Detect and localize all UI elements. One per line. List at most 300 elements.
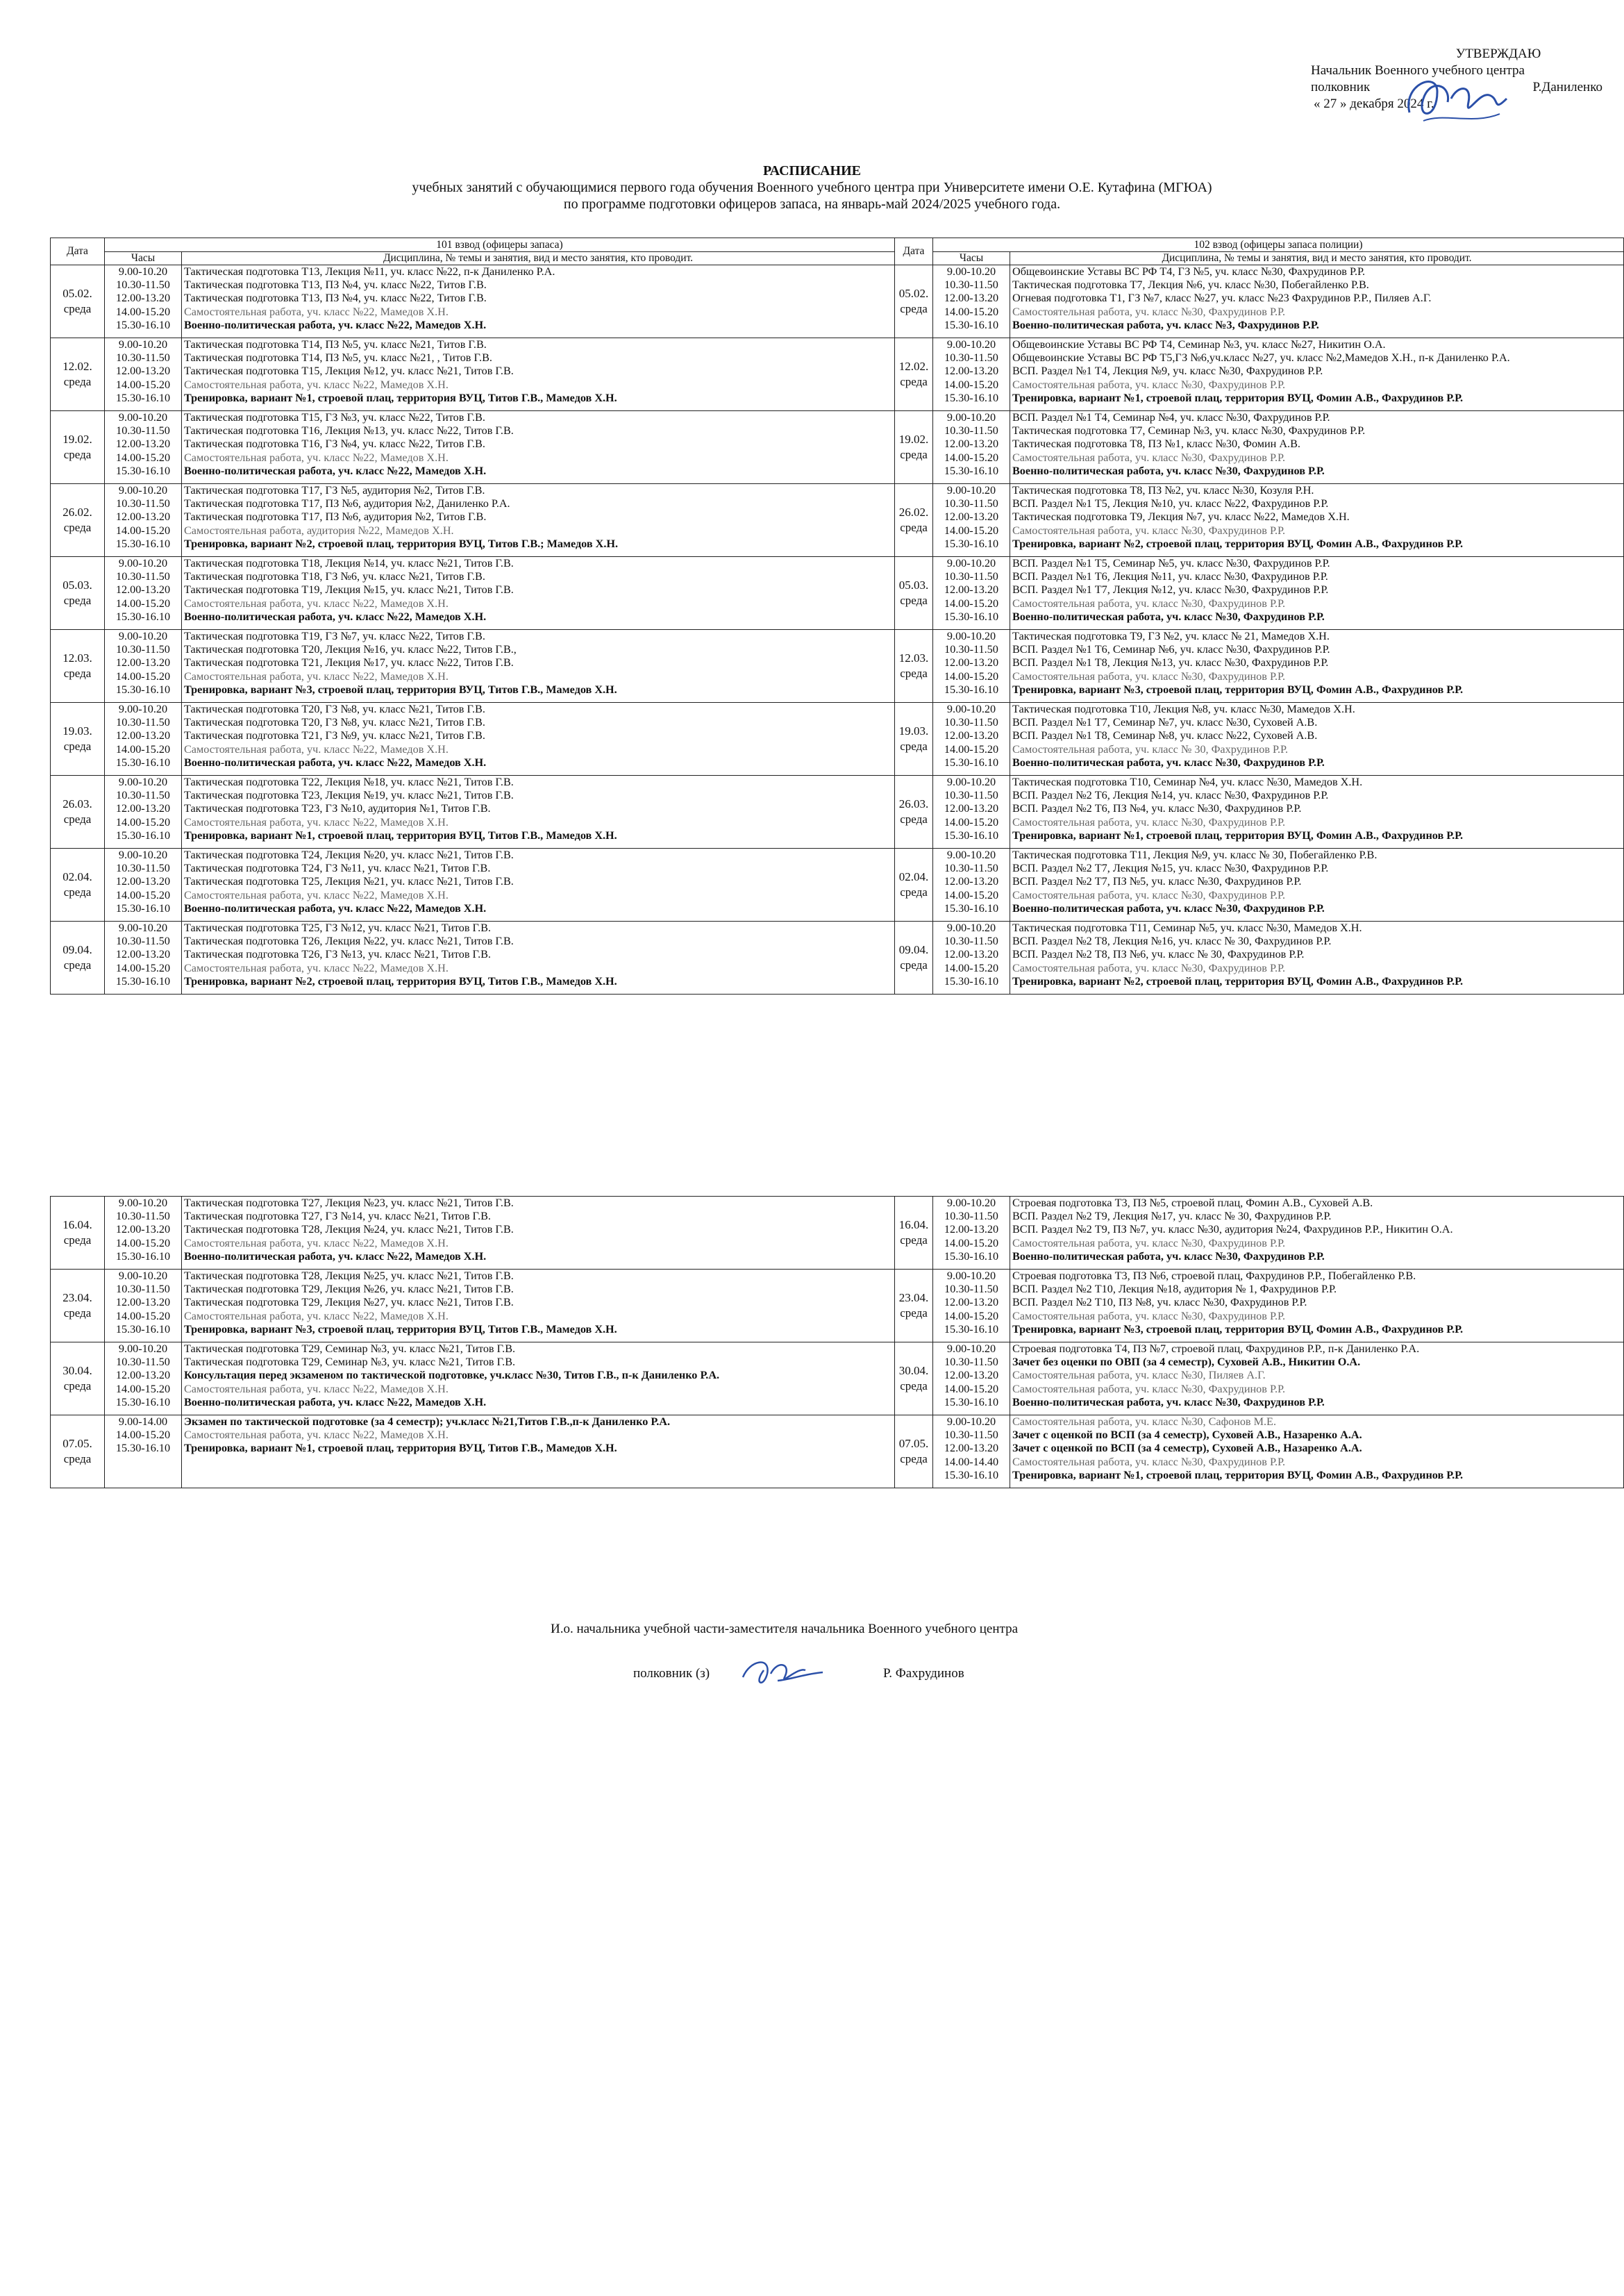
approval-title: УТВЕРЖДАЮ xyxy=(1455,47,1541,61)
hours-cell-101 xyxy=(105,265,182,338)
lesson-text: Зачет с оценкой по ВСП (за 4 семестр), Суховей А.В., Назаренко А.А. xyxy=(1012,1442,1362,1455)
time-slot: 10.30-11.50 xyxy=(944,424,998,438)
discipline-cell-102 xyxy=(1010,338,1624,411)
lesson-text: Военно-политическая работа, уч. класс №30, Фахрудинов Р.Р. xyxy=(1012,901,1325,915)
lesson-text: ВСП. Раздел №1 Т5, Семинар №5, уч. класс №30, Фахрудинов Р.Р. xyxy=(1012,557,1330,569)
lesson-text: Самостоятельная работа, уч. класс №22, Мамедов Х.Н. xyxy=(184,669,449,683)
discipline-cell-101 xyxy=(182,265,895,338)
weekday-text: среда xyxy=(900,375,928,388)
discipline-cell-102 xyxy=(1010,776,1624,849)
header-group-101: 101 взвод (офицеры запаса) xyxy=(105,238,895,252)
discipline-cell-102 xyxy=(1010,630,1624,703)
lesson-text: Тренировка, вариант №1, строевой плац, территория ВУЦ, Фомин А.В., Фахрудинов Р.Р. xyxy=(1012,829,1464,842)
lesson-text: ВСП. Раздел №2 Т6, Лекция №14, уч. класс №30, Фахрудинов Р.Р. xyxy=(1012,789,1329,802)
date-text: 12.02. xyxy=(898,360,929,373)
time-slot: 14.00-15.20 xyxy=(944,815,999,829)
date-text: 16.04. xyxy=(898,1218,929,1231)
date-text: 26.02. xyxy=(62,506,92,519)
time-slot: 14.00-15.20 xyxy=(115,378,171,391)
time-slot: 12.00-13.20 xyxy=(115,438,171,451)
date-cell-101 xyxy=(51,338,105,411)
lesson-text: Тренировка, вариант №1, строевой плац, территория ВУЦ, Титов Г.В., Мамедов Х.Н. xyxy=(184,829,617,842)
time-slot: 14.00-15.20 xyxy=(115,815,171,829)
lesson-text: Тренировка, вариант №1, строевой плац, территория ВУЦ, Фомин А.В., Фахрудинов Р.Р. xyxy=(1012,1468,1464,1481)
lesson-text: Военно-политическая работа, уч. класс №22, Мамедов Х.Н. xyxy=(184,901,487,915)
time-slot: 15.30-16.10 xyxy=(115,756,171,769)
hours-cell-102 xyxy=(933,849,1010,922)
lesson-text: Военно-политическая работа, уч. класс №3, Фахрудинов Р.Р. xyxy=(1012,318,1319,331)
time-slot: 15.30-16.10 xyxy=(115,1249,171,1263)
approval-rank: полковник xyxy=(1311,80,1371,94)
week-row xyxy=(51,1342,1624,1415)
lesson-text: Самостоятельная работа, уч. класс №30, Фахрудинов Р.Р. xyxy=(1012,1309,1286,1322)
time-slot: 10.30-11.50 xyxy=(944,278,998,292)
lesson-text: ВСП. Раздел №1 Т8, Семинар №8, уч. класс №22, Суховей А.В. xyxy=(1012,729,1318,742)
lesson-text: Тренировка, вариант №1, строевой плац, территория ВУЦ, Титов Г.В., Мамедов Х.Н. xyxy=(184,1442,617,1455)
lesson-text: Тактическая подготовка Т25, Лекция №21, уч. класс №21, Титов Г.В. xyxy=(184,875,514,888)
date-cell-101 xyxy=(51,265,105,338)
time-slot: 14.00-15.20 xyxy=(115,742,171,756)
time-slot: 10.30-11.50 xyxy=(944,643,998,656)
footer-position: И.о. начальника учебной части-заместителя начальника Военного учебного центра xyxy=(551,1622,1018,1636)
date-text: 19.03. xyxy=(62,724,92,738)
lesson-text: Тактическая подготовка Т14, ПЗ №5, уч. класс №21, , Титов Г.В. xyxy=(184,351,492,365)
header-discipline: Дисциплина, № темы и занятия, вид и место занятия, кто проводит. xyxy=(182,252,895,265)
week-row xyxy=(51,630,1624,703)
hours-cell-101 xyxy=(105,411,182,484)
lesson-text: ВСП. Раздел №2 Т10, Лекция №18, аудитория № 1, Фахрудинов Р.Р. xyxy=(1012,1283,1337,1296)
lesson-text: ВСП. Раздел №1 Т6, Семинар №6, уч. класс №30, Фахрудинов Р.Р. xyxy=(1012,643,1330,656)
time-slot: 15.30-16.10 xyxy=(944,610,999,623)
hours-cell-101 xyxy=(105,922,182,995)
lesson-text: Тренировка, вариант №3, строевой плац, территория ВУЦ, Фомин А.В., Фахрудинов Р.Р. xyxy=(1012,1322,1464,1336)
week-row xyxy=(51,1415,1624,1488)
time-slot: 14.00-15.20 xyxy=(944,1309,999,1322)
time-slot: 14.00-15.20 xyxy=(115,1236,171,1249)
weekday-text: среда xyxy=(900,1379,928,1392)
lesson-text: ВСП. Раздел №1 Т6, Лекция №11, уч. класс №30, Фахрудинов Р.Р. xyxy=(1012,570,1328,583)
date-cell-102 xyxy=(895,776,933,849)
weekday-text: среда xyxy=(63,1306,92,1320)
time-slot: 10.30-11.50 xyxy=(116,1283,170,1296)
lesson-text: Военно-политическая работа, уч. класс №22, Мамедов Х.Н. xyxy=(184,464,487,477)
time-slot: 15.30-16.10 xyxy=(944,391,999,404)
time-slot: 12.00-13.20 xyxy=(944,802,999,815)
time-slot: 9.00-10.20 xyxy=(946,849,996,861)
lesson-text: Тактическая подготовка Т18, ГЗ №6, уч. класс №21, Титов Г.В. xyxy=(184,570,485,583)
discipline-cell-102 xyxy=(1010,1342,1624,1415)
lesson-text: Самостоятельная работа, уч. класс №22, Мамедов Х.Н. xyxy=(184,378,449,391)
weekday-text: среда xyxy=(900,302,928,315)
date-text: 02.04. xyxy=(898,870,929,883)
header-date: Дата xyxy=(51,238,105,265)
time-slot: 9.00-10.20 xyxy=(946,922,996,934)
time-slot: 10.30-11.50 xyxy=(116,351,170,365)
discipline-cell-101 xyxy=(182,776,895,849)
time-slot: 9.00-10.20 xyxy=(118,922,168,934)
lesson-text: Тактическая подготовка Т26, Лекция №22, уч. класс №21, Титов Г.В. xyxy=(184,935,514,948)
time-slot: 10.30-11.50 xyxy=(116,789,170,802)
lesson-text: Тактическая подготовка Т19, ГЗ №7, уч. класс №22, Титов Г.В. xyxy=(184,630,485,642)
hours-cell-101 xyxy=(105,1415,182,1488)
time-slot: 15.30-16.10 xyxy=(944,1468,999,1481)
time-slot: 10.30-11.50 xyxy=(944,1283,998,1296)
time-slot: 12.00-13.20 xyxy=(115,948,171,961)
date-cell-101 xyxy=(51,776,105,849)
weekday-text: среда xyxy=(63,958,92,972)
lesson-text: Тактическая подготовка Т28, Лекция №25, уч. класс №21, Титов Г.В. xyxy=(184,1270,514,1282)
date-text: 05.03. xyxy=(62,579,92,592)
weekday-text: среда xyxy=(900,521,928,534)
time-slot: 15.30-16.10 xyxy=(944,1395,999,1408)
discipline-cell-101 xyxy=(182,1342,895,1415)
time-slot: 15.30-16.10 xyxy=(115,318,171,331)
date-text: 19.02. xyxy=(898,433,929,446)
lesson-text: Самостоятельная работа, уч. класс №30, Фахрудинов Р.Р. xyxy=(1012,961,1286,974)
time-slot: 9.00-10.20 xyxy=(946,411,996,424)
time-slot: 9.00-10.20 xyxy=(118,411,168,424)
date-cell-102 xyxy=(895,484,933,557)
lesson-text: Общевоинские Уставы ВС РФ Т4, Семинар №3, уч. класс №27, Никитин О.А. xyxy=(1012,338,1386,351)
lesson-text: Тактическая подготовка Т16, ГЗ №4, уч. класс №22, Титов Г.В. xyxy=(184,438,485,451)
time-slot: 12.00-13.20 xyxy=(115,802,171,815)
discipline-cell-101 xyxy=(182,338,895,411)
weekday-text: среда xyxy=(63,521,92,534)
hours-cell-101 xyxy=(105,776,182,849)
weekday-text: среда xyxy=(900,740,928,753)
lesson-text: Строевая подготовка Т3, ПЗ №6, строевой плац, Фахрудинов Р.Р., Побегайленко Р.В. xyxy=(1012,1270,1416,1282)
lesson-text: Тактическая подготовка Т24, Лекция №20, уч. класс №21, Титов Г.В. xyxy=(184,849,514,861)
lesson-text: Самостоятельная работа, уч. класс №30, Фахрудинов Р.Р. xyxy=(1012,1455,1286,1468)
lesson-text: Строевая подготовка Т3, ПЗ №5, строевой плац, Фомин А.В., Суховей А.В. xyxy=(1012,1197,1373,1209)
date-cell-101 xyxy=(51,411,105,484)
lesson-text: Тактическая подготовка Т7, Лекция №6, уч. класс №30, Побегайленко Р.В. xyxy=(1012,278,1369,292)
hours-cell-102 xyxy=(933,630,1010,703)
discipline-cell-102 xyxy=(1010,1197,1624,1270)
hours-cell-102 xyxy=(933,484,1010,557)
lesson-text: Самостоятельная работа, уч. класс №22, Мамедов Х.Н. xyxy=(184,1382,449,1395)
time-slot: 14.00-15.20 xyxy=(944,305,999,318)
week-row xyxy=(51,557,1624,630)
footer-name: Р. Фахрудинов xyxy=(883,1666,964,1681)
time-slot: 12.00-13.20 xyxy=(944,583,999,597)
weekday-text: среда xyxy=(900,448,928,461)
discipline-cell-101 xyxy=(182,1415,895,1488)
weekday-text: среда xyxy=(900,667,928,680)
lesson-text: Самостоятельная работа, уч. класс №30, Фахрудинов Р.Р. xyxy=(1012,1236,1286,1249)
date-text: 07.05. xyxy=(62,1437,92,1450)
date-cell-102 xyxy=(895,849,933,922)
lesson-text: Самостоятельная работа, уч. класс №22, Мамедов Х.Н. xyxy=(184,1429,449,1442)
date-text: 05.02. xyxy=(898,287,929,300)
time-slot: 9.00-10.20 xyxy=(118,849,168,861)
lesson-text: Тактическая подготовка Т17, ГЗ №5, аудитория №2, Титов Г.В. xyxy=(184,484,485,497)
time-slot: 9.00-10.20 xyxy=(118,1342,168,1355)
date-text: 19.02. xyxy=(62,433,92,446)
time-slot: 15.30-16.10 xyxy=(944,683,999,696)
time-slot: 15.30-16.10 xyxy=(115,974,171,988)
lesson-text: Тактическая подготовка Т24, ГЗ №11, уч. класс №21, Титов Г.В. xyxy=(184,862,491,875)
time-slot: 10.30-11.50 xyxy=(116,935,170,948)
date-cell-102 xyxy=(895,265,933,338)
date-cell-101 xyxy=(51,484,105,557)
lesson-text: Тренировка, вариант №2, строевой плац, территория ВУЦ, Титов Г.В., Мамедов Х.Н. xyxy=(184,974,617,988)
lesson-text: Тренировка, вариант №2, строевой плац, территория ВУЦ, Фомин А.В., Фахрудинов Р.Р. xyxy=(1012,974,1464,988)
approval-position: Начальник Военного учебного центра xyxy=(1311,63,1525,78)
lesson-text: Тактическая подготовка Т7, Семинар №3, уч. класс №30, Фахрудинов Р.Р. xyxy=(1012,424,1366,438)
time-slot: 14.00-15.20 xyxy=(944,1382,999,1395)
time-slot: 10.30-11.50 xyxy=(944,716,998,729)
lesson-text: Тактическая подготовка Т20, Лекция №16, уч. класс №22, Титов Г.В., xyxy=(184,643,517,656)
time-slot: 10.30-11.50 xyxy=(116,497,170,510)
lesson-text: ВСП. Раздел №1 Т4, Лекция №9, уч. класс №30, Фахрудинов Р.Р. xyxy=(1012,365,1323,378)
lesson-text: Тренировка, вариант №2, строевой плац, территория ВУЦ, Фомин А.В., Фахрудинов Р.Р. xyxy=(1012,537,1464,550)
time-slot: 14.00-15.20 xyxy=(115,888,171,901)
time-slot: 15.30-16.10 xyxy=(944,537,999,550)
weekday-text: среда xyxy=(63,375,92,388)
time-slot: 15.30-16.10 xyxy=(944,1322,999,1336)
lesson-text: Тактическая подготовка Т16, Лекция №13, уч. класс №22, Титов Г.В. xyxy=(184,424,514,438)
date-cell-102 xyxy=(895,1197,933,1270)
weekday-text: среда xyxy=(63,740,92,753)
time-slot: 10.30-11.50 xyxy=(116,424,170,438)
time-slot: 15.30-16.10 xyxy=(115,1395,171,1408)
lesson-text: Самостоятельная работа, уч. класс №30, Фахрудинов Р.Р. xyxy=(1012,669,1286,683)
discipline-cell-102 xyxy=(1010,849,1624,922)
schedule-title: РАСПИСАНИЕ xyxy=(762,163,861,178)
time-slot: 14.00-15.20 xyxy=(944,524,999,537)
date-cell-101 xyxy=(51,703,105,776)
lesson-text: Тактическая подготовка Т27, ГЗ №14, уч. класс №21, Титов Г.В. xyxy=(184,1210,491,1223)
lesson-text: Тактическая подготовка Т8, ПЗ №1, класс №30, Фомин А.В. xyxy=(1012,438,1300,451)
lesson-text: Самостоятельная работа, уч. класс №30, Фахрудинов Р.Р. xyxy=(1012,597,1286,610)
date-text: 05.03. xyxy=(898,579,929,592)
time-slot: 12.00-13.20 xyxy=(115,656,171,669)
date-text: 09.04. xyxy=(62,943,92,956)
week-row xyxy=(51,849,1624,922)
time-slot: 14.00-15.20 xyxy=(944,961,999,974)
date-text: 12.02. xyxy=(62,360,92,373)
time-slot: 12.00-13.20 xyxy=(115,365,171,378)
weekday-text: среда xyxy=(63,594,92,607)
lesson-text: ВСП. Раздел №2 Т7, ПЗ №5, уч. класс №30, Фахрудинов Р.Р. xyxy=(1012,875,1302,888)
lesson-text: Строевая подготовка Т4, ПЗ №7, строевой плац, Фахрудинов Р.Р., п-к Даниленко Р.А. xyxy=(1012,1342,1420,1355)
lesson-text: Общевоинские Уставы ВС РФ Т4, ГЗ №5, уч. класс №30, Фахрудинов Р.Р. xyxy=(1012,265,1366,278)
lesson-text: Самостоятельная работа, уч. класс №22, Мамедов Х.Н. xyxy=(184,742,449,756)
lesson-text: ВСП. Раздел №1 Т5, Лекция №10, уч. класс №22, Фахрудинов Р.Р. xyxy=(1012,497,1329,510)
date-text: 07.05. xyxy=(898,1437,929,1450)
time-slot: 15.30-16.10 xyxy=(944,756,999,769)
time-slot: 9.00-10.20 xyxy=(118,1197,168,1209)
time-slot: 9.00-10.20 xyxy=(946,338,996,351)
lesson-text: Военно-политическая работа, уч. класс №22, Мамедов Х.Н. xyxy=(184,1249,487,1263)
lesson-text: Самостоятельная работа, уч. класс №30, Пиляев А.Г. xyxy=(1012,1369,1266,1382)
lesson-text: Зачет с оценкой по ВСП (за 4 семестр), Суховей А.В., Назаренко А.А. xyxy=(1012,1429,1362,1442)
lesson-text: Самостоятельная работа, уч. класс №22, Мамедов Х.Н. xyxy=(184,305,449,318)
schedule-subtitle-2: по программе подготовки офицеров запаса, на январь-май 2024/2025 учебного года. xyxy=(563,197,1061,212)
lesson-text: ВСП. Раздел №1 Т8, Лекция №13, уч. класс №30, Фахрудинов Р.Р. xyxy=(1012,656,1329,669)
lesson-text: Самостоятельная работа, уч. класс №30, Фахрудинов Р.Р. xyxy=(1012,815,1286,829)
lesson-text: Военно-политическая работа, уч. класс №30, Фахрудинов Р.Р. xyxy=(1012,756,1325,769)
lesson-text: Самостоятельная работа, уч. класс №22, Мамедов Х.Н. xyxy=(184,1236,449,1249)
time-slot: 9.00-10.20 xyxy=(946,484,996,497)
week-row xyxy=(51,703,1624,776)
footer-signature-icon xyxy=(736,1653,826,1695)
lesson-text: Тактическая подготовка Т9, Лекция №7, уч. класс №22, Мамедов Х.Н. xyxy=(1012,510,1350,524)
weekday-text: среда xyxy=(63,448,92,461)
time-slot: 15.30-16.10 xyxy=(944,829,999,842)
lesson-text: Тактическая подготовка Т29, Семинар №3, уч. класс №21, Титов Г.В. xyxy=(184,1342,516,1355)
time-slot: 12.00-13.20 xyxy=(115,1296,171,1309)
lesson-text: Тактическая подготовка Т13, ПЗ №4, уч. класс №22, Титов Г.В. xyxy=(184,278,487,292)
time-slot: 15.30-16.10 xyxy=(115,1322,171,1336)
time-slot: 12.00-13.20 xyxy=(115,583,171,597)
discipline-cell-101 xyxy=(182,630,895,703)
time-slot: 14.00-15.20 xyxy=(944,888,999,901)
time-slot: 9.00-10.20 xyxy=(946,1342,996,1355)
lesson-text: Тактическая подготовка Т23, Лекция №19, уч. класс №21, Титов Г.В. xyxy=(184,789,514,802)
lesson-text: Самостоятельная работа, уч. класс №22, Мамедов Х.Н. xyxy=(184,451,449,464)
time-slot: 9.00-10.20 xyxy=(946,557,996,569)
lesson-text: Тактическая подготовка Т8, ПЗ №2, уч. класс №30, Козуля Р.Н. xyxy=(1012,484,1314,497)
discipline-cell-102 xyxy=(1010,922,1624,995)
time-slot: 14.00-15.20 xyxy=(115,305,171,318)
weekday-text: среда xyxy=(63,1452,92,1465)
approval-signature-icon xyxy=(1396,64,1514,133)
time-slot: 14.00-15.20 xyxy=(944,669,999,683)
hours-cell-101 xyxy=(105,630,182,703)
lesson-text: Самостоятельная работа, уч. класс №30, Фахрудинов Р.Р. xyxy=(1012,451,1286,464)
lesson-text: Тактическая подготовка Т29, Лекция №27, уч. класс №21, Титов Г.В. xyxy=(184,1296,514,1309)
time-slot: 9.00-10.20 xyxy=(118,338,168,351)
hours-cell-102 xyxy=(933,1342,1010,1415)
time-slot: 12.00-13.20 xyxy=(944,438,999,451)
time-slot: 15.30-16.10 xyxy=(115,610,171,623)
lesson-text: Самостоятельная работа, уч. класс №22, Мамедов Х.Н. xyxy=(184,1309,449,1322)
lesson-text: Тактическая подготовка Т11, Семинар №5, уч. класс №30, Мамедов Х.Н. xyxy=(1012,922,1362,934)
lesson-text: ВСП. Раздел №1 Т7, Семинар №7, уч. класс №30, Суховей А.В. xyxy=(1012,716,1318,729)
lesson-text: Самостоятельная работа, уч. класс №30, Фахрудинов Р.Р. xyxy=(1012,888,1286,901)
time-slot: 9.00-10.20 xyxy=(118,1270,168,1282)
header-hours-2: Часы xyxy=(933,252,1010,265)
hours-cell-101 xyxy=(105,849,182,922)
weekday-text: среда xyxy=(63,1233,92,1247)
discipline-cell-102 xyxy=(1010,1270,1624,1342)
date-text: 23.04. xyxy=(62,1291,92,1304)
footer-rank: полковник (з) xyxy=(633,1666,710,1681)
lesson-text: Консультация перед экзаменом по тактической подготовке, уч.класс №30, Титов Г.В., п-к Даниленко Р.А. xyxy=(184,1369,720,1382)
time-slot: 9.00-10.20 xyxy=(946,703,996,715)
lesson-text: Тактическая подготовка Т11, Лекция №9, уч. класс № 30, Побегайленко Р.В. xyxy=(1012,849,1378,861)
lesson-text: Самостоятельная работа, уч. класс №22, Мамедов Х.Н. xyxy=(184,888,449,901)
week-row xyxy=(51,265,1624,338)
week-row xyxy=(51,776,1624,849)
hours-cell-102 xyxy=(933,557,1010,630)
time-slot: 15.30-16.10 xyxy=(115,391,171,404)
lesson-text: Самостоятельная работа, уч. класс №30, Фахрудинов Р.Р. xyxy=(1012,524,1286,537)
time-slot: 12.00-13.20 xyxy=(115,729,171,742)
date-cell-102 xyxy=(895,703,933,776)
lesson-text: Тактическая подготовка Т20, ГЗ №8, уч. класс №21, Титов Г.В. xyxy=(184,703,485,715)
lesson-text: Тактическая подготовка Т10, Семинар №4, уч. класс №30, Мамедов Х.Н. xyxy=(1012,776,1363,788)
time-slot: 10.30-11.50 xyxy=(944,789,998,802)
lesson-text: Тактическая подготовка Т29, Лекция №26, уч. класс №21, Титов Г.В. xyxy=(184,1283,514,1296)
discipline-cell-101 xyxy=(182,484,895,557)
weekday-text: среда xyxy=(900,594,928,607)
date-text: 09.04. xyxy=(898,943,929,956)
date-text: 16.04. xyxy=(62,1218,92,1231)
time-slot: 10.30-11.50 xyxy=(944,1356,998,1369)
time-slot: 12.00-13.20 xyxy=(944,875,999,888)
time-slot: 15.30-16.10 xyxy=(115,537,171,550)
time-slot: 14.00-15.20 xyxy=(115,524,171,537)
lesson-text: Тренировка, вариант №3, строевой плац, территория ВУЦ, Фомин А.В., Фахрудинов Р.Р. xyxy=(1012,683,1464,696)
hours-cell-101 xyxy=(105,338,182,411)
time-slot: 14.00-15.20 xyxy=(944,1236,999,1249)
schedule-heading xyxy=(0,163,1624,213)
discipline-cell-101 xyxy=(182,703,895,776)
date-cell-101 xyxy=(51,557,105,630)
lesson-text: Тактическая подготовка Т27, Лекция №23, уч. класс №21, Титов Г.В. xyxy=(184,1197,514,1209)
week-row xyxy=(51,1197,1624,1270)
lesson-text: Тактическая подготовка Т21, Лекция №17, уч. класс №22, Титов Г.В. xyxy=(184,656,514,669)
time-slot: 12.00-13.20 xyxy=(944,1296,999,1309)
lesson-text: Военно-политическая работа, уч. класс №30, Фахрудинов Р.Р. xyxy=(1012,1395,1325,1408)
week-row xyxy=(51,338,1624,411)
time-slot: 15.30-16.10 xyxy=(115,829,171,842)
date-cell-101 xyxy=(51,922,105,995)
time-slot: 12.00-13.20 xyxy=(944,365,999,378)
hours-cell-101 xyxy=(105,1197,182,1270)
time-slot: 12.00-13.20 xyxy=(944,1223,999,1236)
discipline-cell-102 xyxy=(1010,703,1624,776)
weekday-text: среда xyxy=(63,885,92,899)
weekday-text: среда xyxy=(900,1233,928,1247)
discipline-cell-101 xyxy=(182,411,895,484)
time-slot: 14.00-15.20 xyxy=(115,1429,171,1442)
time-slot: 9.00-10.20 xyxy=(946,630,996,642)
time-slot: 9.00-10.20 xyxy=(946,1270,996,1282)
header-group-102: 102 взвод (офицеры запаса полиции) xyxy=(933,238,1624,252)
lesson-text: Тактическая подготовка Т29, Семинар №3, уч. класс №21, Титов Г.В. xyxy=(184,1356,516,1369)
time-slot: 10.30-11.50 xyxy=(116,643,170,656)
hours-cell-102 xyxy=(933,1270,1010,1342)
lesson-text: Тактическая подготовка Т17, ПЗ №6, аудитория №2, Даниленко Р.А. xyxy=(184,497,510,510)
time-slot: 10.30-11.50 xyxy=(116,1356,170,1369)
lesson-text: ВСП. Раздел №2 Т8, Лекция №16, уч. класс № 30, Фахрудинов Р.Р. xyxy=(1012,935,1332,948)
date-cell-101 xyxy=(51,1270,105,1342)
discipline-cell-102 xyxy=(1010,411,1624,484)
hours-cell-101 xyxy=(105,1270,182,1342)
lesson-text: Тактическая подготовка Т26, ГЗ №13, уч. класс №21, Титов Г.В. xyxy=(184,948,491,961)
lesson-text: Тактическая подготовка Т20, ГЗ №8, уч. класс №21, Титов Г.В. xyxy=(184,716,485,729)
hours-cell-102 xyxy=(933,265,1010,338)
lesson-text: Тренировка, вариант №1, строевой плац, территория ВУЦ, Титов Г.В., Мамедов Х.Н. xyxy=(184,391,617,404)
time-slot: 10.30-11.50 xyxy=(116,570,170,583)
time-slot: 14.00-15.20 xyxy=(944,451,999,464)
time-slot: 9.00-10.20 xyxy=(118,557,168,569)
date-cell-101 xyxy=(51,1342,105,1415)
date-cell-101 xyxy=(51,849,105,922)
lesson-text: Самостоятельная работа, уч. класс №30, Фахрудинов Р.Р. xyxy=(1012,378,1286,391)
lesson-text: Самостоятельная работа, уч. класс №22, Мамедов Х.Н. xyxy=(184,597,449,610)
time-slot: 10.30-11.50 xyxy=(944,1429,998,1442)
lesson-text: Самостоятельная работа, уч. класс №30, Фахрудинов Р.Р. xyxy=(1012,1382,1286,1395)
time-slot: 12.00-13.20 xyxy=(115,292,171,305)
lesson-text: Самостоятельная работа, уч. класс №30, Фахрудинов Р.Р. xyxy=(1012,305,1286,318)
lesson-text: Военно-политическая работа, уч. класс №30, Фахрудинов Р.Р. xyxy=(1012,464,1325,477)
time-slot: 10.30-11.50 xyxy=(944,497,998,510)
